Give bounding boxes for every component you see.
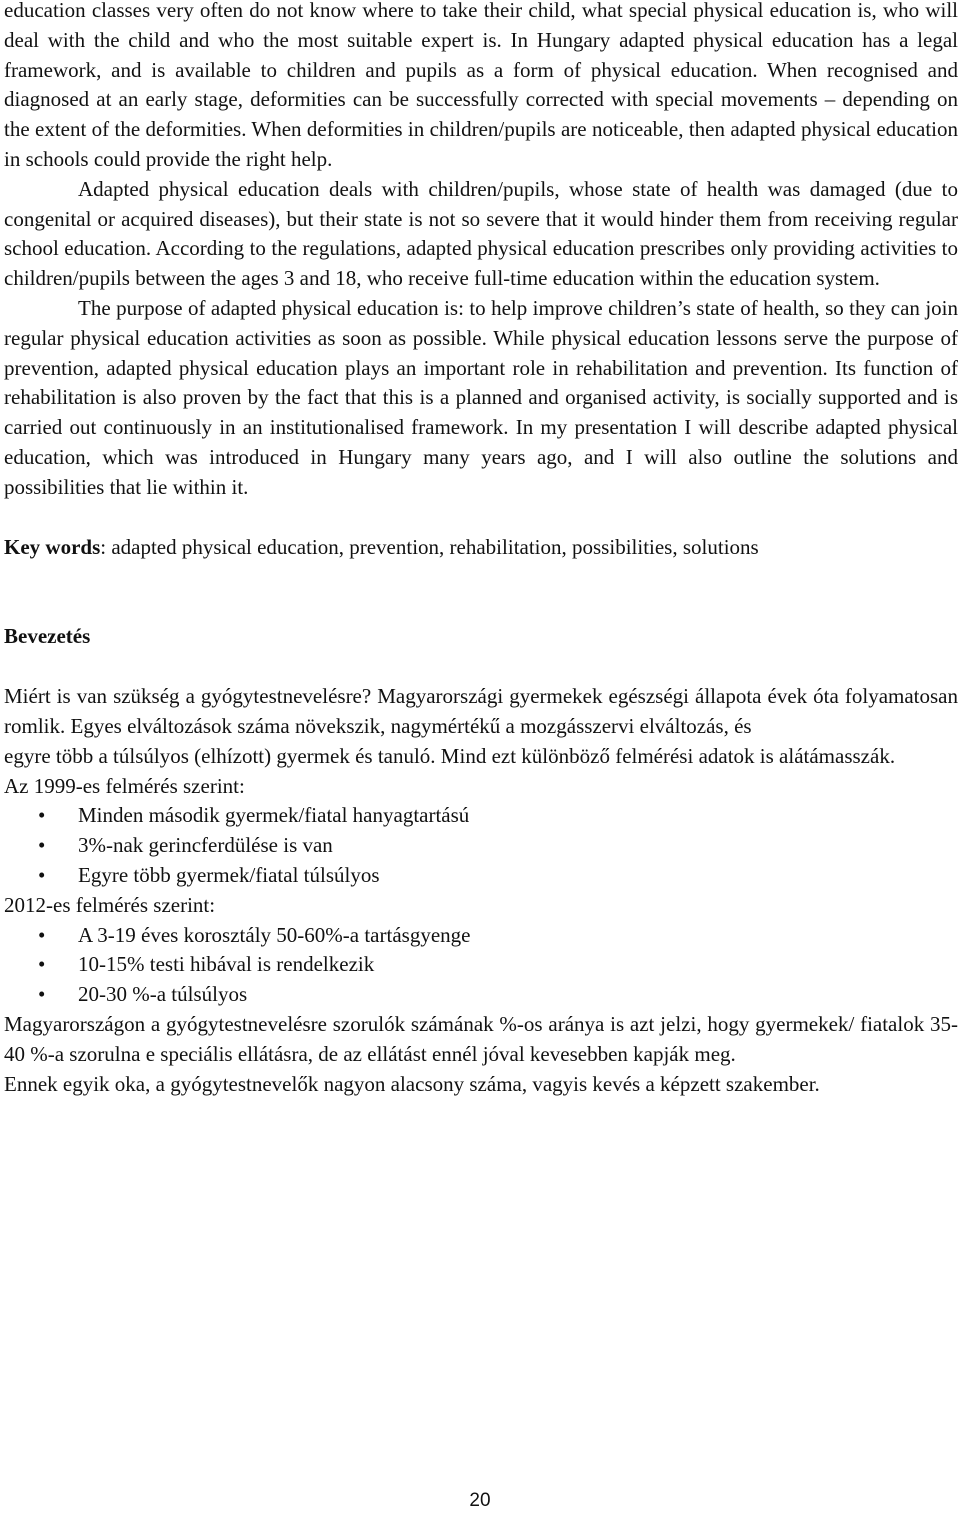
bullet-icon: • <box>38 922 46 947</box>
page-number: 20 <box>469 1490 491 1511</box>
list-item <box>4 980 958 1010</box>
survey-1999-list <box>4 801 958 890</box>
intro-paragraph-1: Miért is van szükség a gyógytestnevelésre? Magyarországi gyermekek egészségi állapota évek óta folyamatosan romlik. Egyes elváltozások száma növekszik, nagymértékű a mozgásszervi elváltozás, és <box>4 684 958 738</box>
document-page <box>4 0 958 1099</box>
list-item-text: 10-15% testi hibával is rendelkezik <box>78 952 375 977</box>
list-item-text: Egyre több gyermek/fiatal túlsúlyos <box>78 862 380 887</box>
bullet-icon: • <box>38 952 46 977</box>
survey-2012-list <box>4 921 958 1010</box>
list-item <box>4 861 958 891</box>
keywords-text: : adapted physical education, prevention, rehabilitation, possibilities, solutions <box>100 534 759 559</box>
list-item <box>4 950 958 980</box>
keywords-label: Key words <box>4 534 101 559</box>
list-item-text: 3%-nak gerincferdülése is van <box>78 833 333 858</box>
bullet-icon: • <box>38 833 46 858</box>
section-heading: Bevezetés <box>4 624 91 649</box>
survey-2012-title: 2012-es felmérés szerint: <box>4 892 216 917</box>
list-item <box>4 831 958 861</box>
keywords-paragraph <box>4 533 958 563</box>
closing-paragraph-1: Magyarországon a gyógytestnevelésre szorulók számának %-os aránya is azt jelzi, hogy gyermekek/ fiatalok 35-40 %-a szorulna e speciális ellátásra, de az ellátást ennél jóval kevesebben kapják meg. <box>4 1011 958 1066</box>
intro-paragraph-2: egyre több a túlsúlyos (elhízott) gyermek és tanuló. Mind ezt különböző felmérési adatok is alátámasszák. <box>4 743 896 768</box>
list-item <box>4 801 958 831</box>
list-item-text: 20-30 %-a túlsúlyos <box>78 982 248 1007</box>
bullet-icon: • <box>38 862 46 887</box>
closing-paragraph-2: Ennek egyik oka, a gyógytestnevelők nagyon alacsony száma, vagyis kevés a képzett szakember. <box>4 1071 820 1096</box>
abstract-paragraph-3: The purpose of adapted physical education is: to help improve children’s state of health, so they can join regular physical education activities as soon as possible. While physical education lessons serve the purpose of prevention, adapted physical education plays an important role in rehabilitation and prevention. Its function of rehabilitation is also proven by the fact that this is a planned and organised activity, is socially supported and is carried out continuously in an institutionalised framework. In my presentation I will describe adapted physical education, which was introduced in Hungary many years ago, and I will also outline the solutions and possibilities that lie within it. <box>4 295 958 499</box>
abstract-paragraph-1: education classes very often do not know where to take their child, what special physical education is, who will deal with the child and who the most suitable expert is. In Hungary adapted physical education has a legal framework, and is available to children and pupils as a form of physical education. When recognised and diagnosed at an early stage, deformities can be successfully corrected with special movements – depending on the extent of the deformities. When deformities in children/pupils are noticeable, then adapted physical education in schools could provide the right help. <box>4 0 958 171</box>
survey-1999-title: Az 1999-es felmérés szerint: <box>4 773 245 798</box>
list-item-text: A 3-19 éves korosztály 50-60%-a tartásgyenge <box>78 922 471 947</box>
abstract-paragraph-2: Adapted physical education deals with children/pupils, whose state of health was damaged (due to congenital or acquired diseases), but their state is not so severe that it would hinder them from receiving regular school education. According to the regulations, adapted physical education prescribes only providing activities to children/pupils between the ages 3 and 18, who receive full-time education within the education system. <box>4 176 958 291</box>
list-item-text: Minden második gyermek/fiatal hanyagtartású <box>78 803 470 828</box>
bullet-icon: • <box>38 803 46 828</box>
list-item <box>4 921 958 951</box>
bullet-icon: • <box>38 982 46 1007</box>
